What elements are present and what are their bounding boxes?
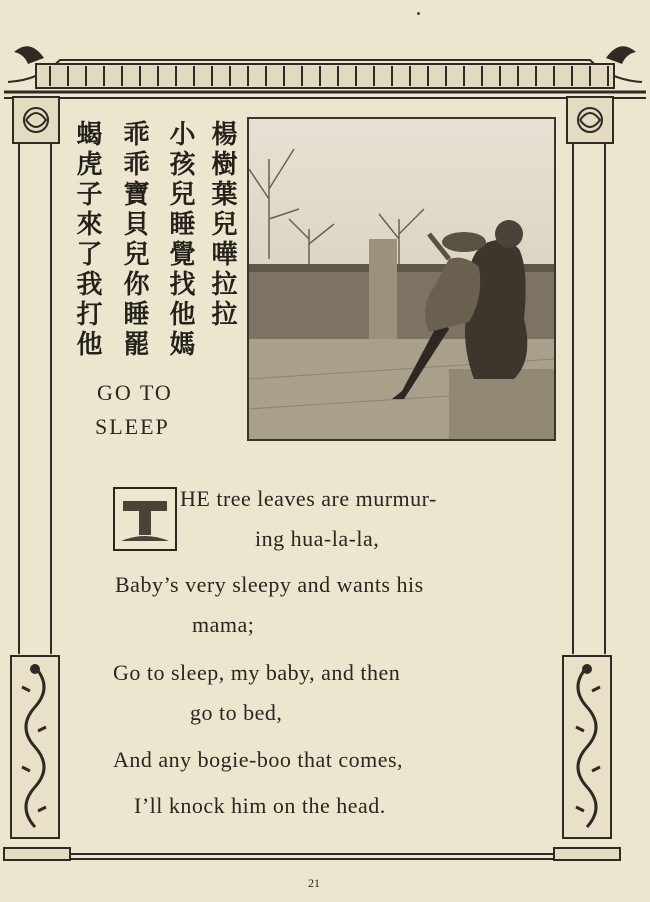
poem-line-4-continuation: I’ll knock him on the head. — [134, 793, 386, 818]
frame-base — [0, 840, 650, 870]
poem-line-2-continuation: mama; — [192, 612, 255, 637]
poem-line-1-continuation: ing hua-la-la, — [255, 526, 380, 551]
poem-line-2: Baby’s very sleepy and wants his — [115, 572, 424, 597]
pagoda-roof-ornament — [0, 30, 650, 100]
poem-line-3-continuation: go to bed, — [190, 700, 283, 725]
chinese-verse-column-1: 楊樹葉兒嘩拉拉 — [207, 120, 237, 330]
dragon-icon — [564, 657, 610, 837]
page-number: 21 — [308, 876, 320, 890]
left-pillar — [18, 142, 52, 654]
ink-speck — [417, 12, 420, 15]
photograph-mother-and-child — [247, 117, 556, 441]
right-dragon-panel — [562, 655, 612, 839]
left-capital-ornament — [12, 96, 60, 144]
right-pillar — [572, 142, 606, 654]
left-dragon-panel — [10, 655, 60, 839]
poem-line-4: And any bogie-boo that comes, — [113, 747, 404, 772]
poem-title-line-2: SLEEP — [95, 414, 170, 439]
chinese-verse-column-4: 蝎虎子來了我打他 — [72, 120, 102, 360]
poem-line-1: HE tree leaves are murmur- — [180, 486, 437, 511]
right-capital-ornament — [566, 96, 614, 144]
chinese-verse-column-2: 小孩兒睡覺找他媽 — [165, 120, 195, 360]
poem-title-line-1: GO TO — [97, 380, 173, 405]
poem-line-3: Go to sleep, my baby, and then — [113, 660, 401, 685]
dropcap-letter-ornament — [113, 487, 177, 551]
dragon-icon — [12, 657, 58, 837]
chinese-verse-column-3: 乖乖寶貝兒你睡罷 — [119, 120, 149, 360]
